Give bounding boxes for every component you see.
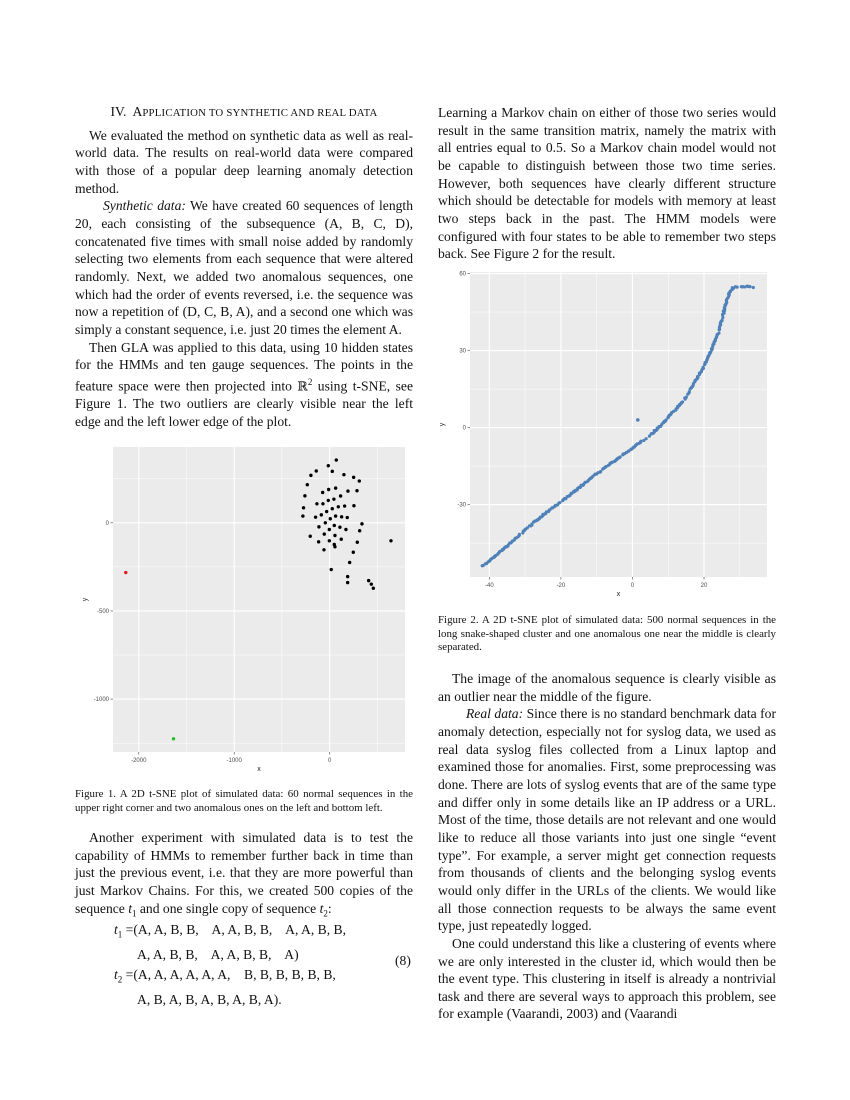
math-R: ℝ <box>297 378 308 394</box>
data-point-normal <box>303 494 306 497</box>
math-sub: 2 <box>323 908 328 919</box>
paragraph-text: We have created 60 sequences of length 20, each consisting of the subsequence (A, B, C, D), concatenated five times with small noise added by randomly selecting two elements from each sequence that were altered randomly. Next, we added two anomalous sequences, one which had the order of events reversed, i.e. the sequence was now a repetition of (D, C, B, A), and a second one which was simply a constant sequence, i.e. just 20 times the element A. <box>75 198 413 337</box>
data-point-normal <box>340 515 343 518</box>
data-point-normal <box>321 502 324 505</box>
paragraph-lead: Real data: <box>466 706 524 722</box>
math-t: t <box>114 922 118 937</box>
data-point-normal <box>335 458 338 461</box>
data-point-normal <box>331 507 334 510</box>
data-point-normal <box>324 521 327 524</box>
data-point-normal <box>327 488 330 491</box>
data-point-normal <box>717 331 720 334</box>
data-point-normal <box>329 517 332 520</box>
data-point-normal <box>688 390 691 393</box>
paragraph: The image of the anomalous sequence is clearly visible as an outlier near the middle of the figure. <box>438 671 776 704</box>
data-point-normal <box>306 483 309 486</box>
y-tick-label: 0 <box>462 425 466 432</box>
data-point-normal <box>340 538 343 541</box>
equation-text: =(A, A, B, B, A, A, B, B, A, A, B, B, <box>122 922 346 937</box>
section-heading <box>75 103 413 123</box>
data-point-normal <box>327 499 330 502</box>
equation-number: (8) <box>395 953 411 968</box>
figure-1-scatter-plot <box>80 442 410 777</box>
data-point-normal <box>332 497 335 500</box>
data-point-normal <box>317 525 320 528</box>
left-column-lower <box>75 829 413 923</box>
y-axis-label: y <box>82 597 89 602</box>
y-tick-label: -30 <box>457 502 466 509</box>
paragraph-text: : <box>327 900 332 916</box>
data-point-normal <box>639 440 642 443</box>
equation-line <box>114 920 346 945</box>
data-point-anomalous <box>636 418 640 422</box>
data-point-normal <box>346 489 349 492</box>
math-sub: 2 <box>117 974 123 985</box>
data-point-normal <box>736 286 739 289</box>
heading-first-letter: A <box>132 104 143 119</box>
x-tick-label: -1000 <box>226 758 242 764</box>
data-point-normal <box>323 532 326 535</box>
data-point-normal <box>331 470 334 473</box>
equation-line <box>114 965 346 990</box>
data-point-normal <box>619 455 622 458</box>
y-tick-label: -500 <box>96 608 109 615</box>
data-point-normal <box>346 575 349 578</box>
paragraph-lead: Synthetic data: <box>103 198 186 214</box>
data-point-normal <box>346 581 349 584</box>
paragraph <box>75 197 413 338</box>
data-point-normal <box>348 561 351 564</box>
data-point-normal <box>346 516 349 519</box>
data-point-normal <box>343 504 346 507</box>
data-point-normal <box>352 504 355 507</box>
heading-text: PPLICATION TO SYNTHETIC AND REAL DATA <box>142 107 378 119</box>
data-point-normal <box>333 524 336 527</box>
x-axis-label: x <box>616 591 621 598</box>
math-sub: 1 <box>132 908 137 919</box>
data-point-normal <box>372 587 375 590</box>
data-point-normal <box>356 541 359 544</box>
data-point-normal <box>720 319 723 322</box>
data-point-normal <box>339 494 342 497</box>
x-tick-label: -40 <box>484 583 494 589</box>
data-point-normal <box>518 533 521 536</box>
paragraph: One could understand this like a clustering of events where we are only interested in the cluster id, which would then be the event type. This clustering in itself is already a nontrivial task and there are several ways to approach this problem, see for example (Vaarandi, 2003) and (Vaarandi <box>438 935 776 1022</box>
math-t: t <box>319 900 324 916</box>
equation-text: A, A, B, B, A, A, B, B, A) <box>137 947 299 963</box>
y-tick-label: -1000 <box>93 697 109 704</box>
data-point-normal <box>301 514 304 517</box>
data-point-normal <box>752 286 755 289</box>
data-point-constant <box>172 737 175 740</box>
data-point-normal <box>309 474 312 477</box>
paragraph <box>75 829 413 923</box>
data-point-normal <box>599 470 602 473</box>
data-point-normal <box>334 486 337 489</box>
y-axis-label: y <box>439 422 446 427</box>
data-point-normal <box>352 476 355 479</box>
paragraph: Learning a Markov chain on either of those two series would result in the same transition matrix, namely the matrix with all entries equal to 0.5. So a Markov chain model would not be capable to distinguish between those two time series. However, both sequences have clearly different structure which should be detectable for models with memory at least two steps back in the past. The HMM models were configured with four states to be able to remember two steps back. See Figure 2 for the result. <box>438 105 776 262</box>
equation-8 <box>114 920 346 1009</box>
data-point-normal <box>352 551 355 554</box>
figure-2-caption: Figure 2. A 2D t-SNE plot of simulated data: 500 normal sequences in the long snake-shaped cluster and one anomalous one near the middle is clearly separated. <box>438 614 776 654</box>
data-point-normal <box>320 513 323 516</box>
data-point-normal <box>370 582 373 585</box>
data-point-normal <box>317 540 320 543</box>
equation-text: =(A, A, A, A, A, A, B, B, B, B, B, B, <box>122 966 336 982</box>
x-tick-label: -20 <box>556 583 566 589</box>
data-point-normal <box>315 502 318 505</box>
data-point-normal <box>302 506 305 509</box>
data-point-normal <box>721 316 724 319</box>
data-point-normal <box>328 528 331 531</box>
math-sup: 2 <box>307 376 313 387</box>
y-tick-label: 0 <box>105 520 109 527</box>
data-point-normal <box>333 534 336 537</box>
data-point-normal <box>334 514 337 517</box>
data-point-normal <box>330 568 333 571</box>
data-point-normal <box>748 285 751 288</box>
data-point-normal <box>355 489 358 492</box>
paragraph-text: Since there is no standard benchmark data for anomaly detection, especially not for syslog data, we used as real data syslog files collected from a Linux laptop and examined those for anomalies. First, some preprocessing was done. There are lots of syslog events that are of the same type and differ only in some details like an IP address or a URL. Most of the time, those details are not relevant and one would like to reduce all those variants into just one single “event type”. For example, a server might get connection requests from thousands of clients and the belonging syslog events would only differ in the URLs of the clients. We would like all those connection requests to be always the same event type, just repeatedly logged. <box>438 706 776 934</box>
data-point-normal <box>358 529 361 532</box>
data-point-normal <box>338 526 341 529</box>
figure-1-caption: Figure 1. A 2D t-SNE plot of simulated data: 60 normal sequences in the upper right corner and two anomalous ones on the left and bottom left. <box>75 788 413 814</box>
paragraph <box>75 339 413 431</box>
data-point-normal <box>681 400 684 403</box>
data-point-normal <box>358 479 361 482</box>
data-point-normal <box>325 510 328 513</box>
data-point-normal <box>309 535 312 538</box>
paragraph-text: Then GLA was applied to this data, using 10 hidden states for the HMMs and ten gauge sequences. The points in the feature space were then projected into <box>75 339 413 394</box>
left-column <box>75 103 413 430</box>
x-axis-label: x <box>257 766 261 773</box>
data-point-normal <box>322 548 325 551</box>
data-point-normal <box>344 528 347 531</box>
x-tick-label: 20 <box>700 583 708 589</box>
right-column <box>438 104 776 263</box>
data-point-normal <box>337 505 340 508</box>
data-point-normal <box>327 464 330 467</box>
equation-text: A, B, A, B, A, B, A, B, A). <box>137 991 282 1007</box>
x-tick-label: -2000 <box>131 758 147 764</box>
paragraph-text: Another experiment with simulated data is to test the capability of HMMs to remember further back in time than just the previous event, i.e. that they are more powerful than just Markov Chains. For this, we created 500 copies of the sequence <box>75 830 413 916</box>
data-point-normal <box>321 491 324 494</box>
data-point-normal <box>342 473 345 476</box>
data-point-reversed <box>124 571 127 574</box>
data-point-normal <box>645 437 648 440</box>
data-point-normal <box>367 579 370 582</box>
equation-line <box>114 945 346 965</box>
heading-number: IV. <box>110 104 127 119</box>
plot-panel <box>113 447 405 752</box>
data-point-normal <box>315 469 318 472</box>
data-point-normal <box>701 366 704 369</box>
data-point-normal <box>333 545 336 548</box>
math-t: t <box>114 966 118 982</box>
math-sub: 1 <box>117 929 123 940</box>
paragraph-text: and one single copy of sequence <box>136 900 320 916</box>
data-point-normal <box>558 501 561 504</box>
paragraph <box>438 705 776 935</box>
equation-line <box>114 990 346 1010</box>
x-tick-label: 0 <box>327 758 332 764</box>
math-t: t <box>128 900 132 916</box>
figure-2-scatter-plot <box>440 266 780 601</box>
right-column-lower <box>438 670 776 1023</box>
paragraph: We evaluated the method on synthetic data as well as real-world data. The results on real-world data were compared with those of a popular deep learning anomaly detection method. <box>75 127 413 196</box>
data-point-normal <box>685 396 688 399</box>
y-tick-label: 30 <box>459 348 466 355</box>
x-tick-label: 0 <box>630 583 635 589</box>
data-point-normal <box>328 539 331 542</box>
data-point-normal <box>389 539 392 542</box>
paragraph-text: using t-SNE, see Figure 1. The two outliers are clearly visible near the left edge and the left lower edge of the plot. <box>75 378 413 429</box>
data-point-normal <box>360 522 363 525</box>
data-point-normal <box>314 515 317 518</box>
y-tick-label: 60 <box>459 271 466 278</box>
